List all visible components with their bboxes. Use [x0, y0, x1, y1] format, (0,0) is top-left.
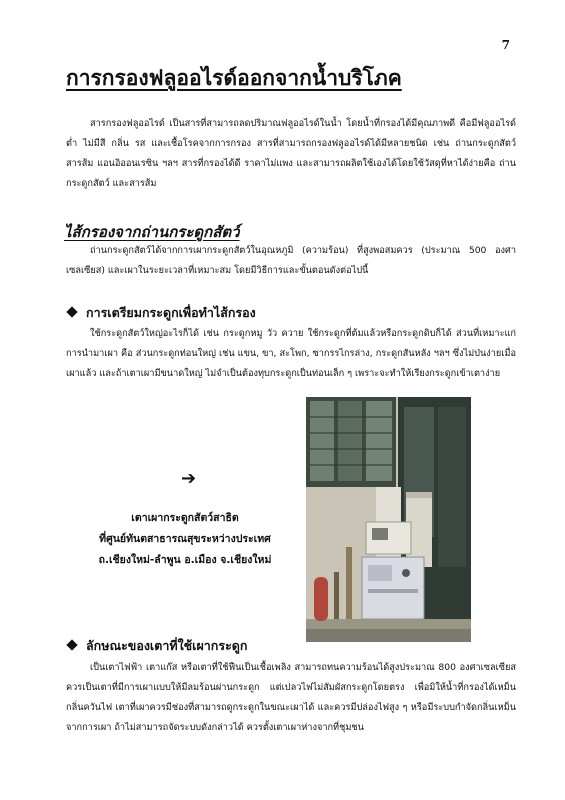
section-paragraph-bone-charcoal: ถ่านกระดูกสัตว์ได้จากการเผากระดูกสัตว์ในอุณหภูมิ (ความร้อน) ที่สูงพอสมควร (ประมาณ 500 องศาเซลเซียส) และเผาในระยะเวลาที่เหมาะสม โดยมีวิธีการและขั้นตอนดังต่อไปนี้: [66, 245, 516, 276]
intro-paragraph: สารกรองฟลูออไรด์ เป็นสารที่สามารถลดปริมาณฟลูออไรด์ในน้ำ โดยน้ำที่กรองได้มีคุณภาพดี คือมีฟลูออไรด์ต่ำ ไม่มีสี กลิ่น รส และเชื้อโรคจากการกรอง สารที่สามารถกรองฟลูออไรด์ได้มีหลายชนิด เช่น ถ่านกระดูกสัตว์ สารส้ม แอนอิออนเรซิน ฯลฯ สารที่กรองได้ดี ราคาไม่แพง และสามารถผลิตใช้เองได้โดยใช้วัสดุที่หาได้ง่ายคือ ถ่านกระดูกสัตว์ และสารส้ม: [66, 118, 516, 189]
paragraph-kiln-characteristics: เป็นเตาไฟฟ้า เตาแก๊ส หรือเตาที่ใช้ฟืนเป็นเชื้อเพลิง สามารถทนความร้อนได้สูงประมาณ 800 องศาเซลเซียส ควรเป็นเตาที่มีการเผาแบบให้มีลมร้อนผ่านกระดูก แต่เปลวไฟไม่สัมผัสกระดูกโดยตรง เพื่อมิให้น้ำที่กรองได้เหม็นกลิ่นควันไฟ เตาที่เผาควรมีช่องที่สามารถดูกระดูกในขณะเผาได้ และควรมีปล่องไฟสูง ๆ หรือมีระบบกำจัดกลิ่นเหม็นจากการเผา ถ้าไม่สามารถจัดระบบดังกล่าวได้ ควรตั้งเตาเผาห่างจากที่ชุมชน: [66, 662, 516, 733]
figure-caption-line: เตาเผากระดูกสัตว์สาธิต: [131, 512, 239, 524]
subheading-bone-preparation: [68, 303, 256, 323]
figure-caption-line: ถ.เชียงใหม่-ลำพูน อ.เมือง จ.เชียงใหม่: [98, 554, 272, 566]
figure-caption: [70, 508, 300, 571]
subheading-kiln-characteristics-text: ลักษณะของเตาที่ใช้เผากระดูก: [86, 638, 248, 653]
page-number: 7: [501, 38, 510, 52]
section-heading-bone-charcoal-filter: ไส้กรองจากถ่านกระดูกสัตว์: [64, 223, 240, 241]
diamond-bullet-icon: [66, 306, 77, 317]
right-arrow-icon: ➔: [181, 468, 197, 489]
figure-caption-line: ที่ศูนย์ทันตสาธารณสุขระหว่างประเทศ: [99, 533, 271, 545]
page-title: การกรองฟลูออไรด์ออกจากน้ำบริโภค: [66, 66, 402, 90]
paragraph-bone-preparation: ใช้กระดูกสัตว์ใหญ่อะไรก็ได้ เช่น กระดูกหมู วัว ควาย ใช้กระดูกที่ต้มแล้วหรือกระดูกดิบก็ได้ ส่วนที่เหมาะแก่การนำมาเผา คือ ส่วนกระดูกท่อนใหญ่ เช่น แขน, ขา, สะโพก, ซากรรไกรล่าง, กระดูกสันหลัง ฯลฯ ซึ่งไม่ป่นง่ายเมื่อเผาแล้ว และถ้าเตาเผามีขนาดใหญ่ ไม่จำเป็นต้องทุบกระดูกเป็นท่อนเล็ก ๆ เพราะจะทำให้เรียงกระดูกเข้าเตาง่าย: [66, 328, 516, 379]
kiln-photo: [306, 397, 471, 642]
subheading-bone-preparation-text: การเตรียมกระดูกเพื่อทำไส้กรอง: [86, 305, 256, 320]
subheading-kiln-characteristics: [68, 636, 247, 656]
diamond-bullet-icon: [66, 639, 77, 650]
